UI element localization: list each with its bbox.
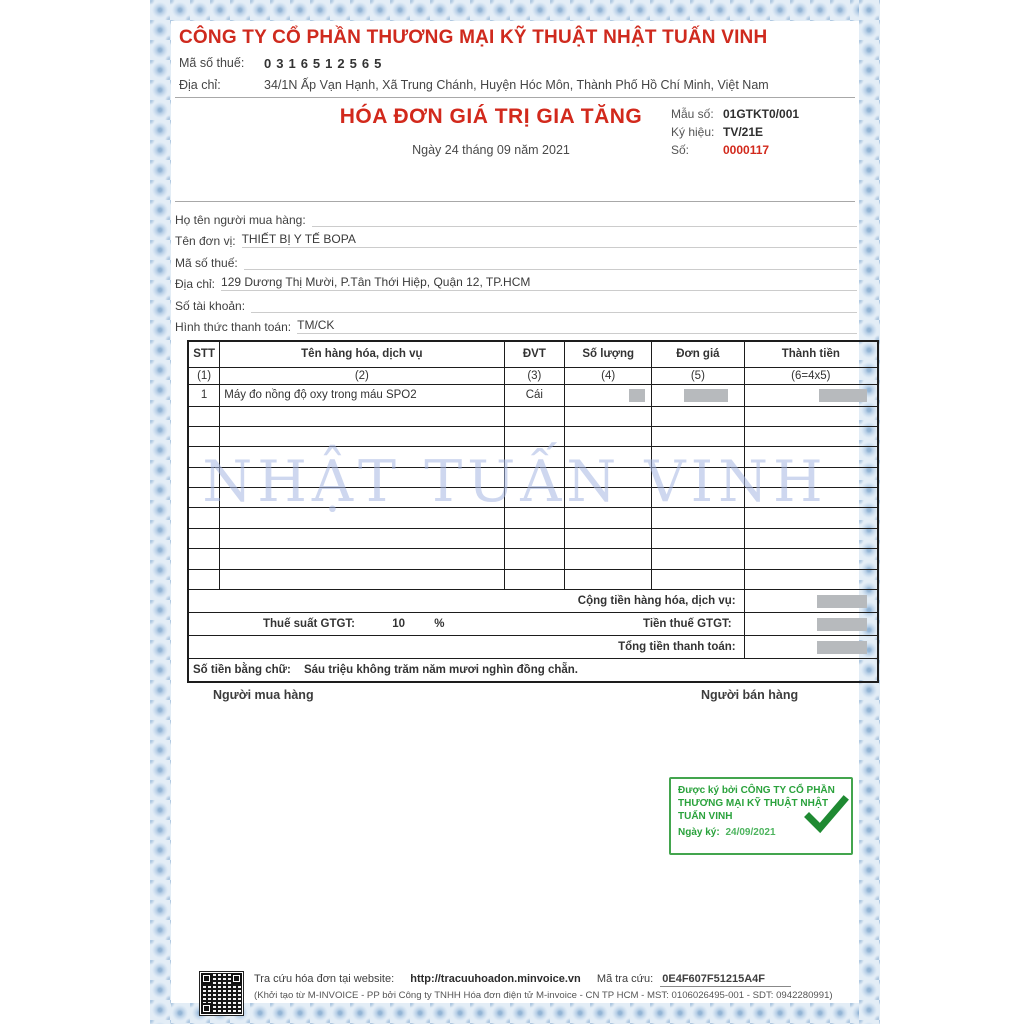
- tax-row: [188, 613, 878, 636]
- meta-number-row: [671, 143, 861, 157]
- col-header-name: Tên hàng hóa, dịch vụ: [220, 341, 504, 367]
- seller-tax-code: 0316512565: [264, 56, 387, 71]
- seller-address-row: [179, 78, 851, 92]
- buyer-name-label: Họ tên người mua hàng:: [175, 212, 306, 227]
- redaction-box: [684, 389, 728, 402]
- header-divider: [175, 97, 855, 98]
- sign-date-value: 24/09/2021: [725, 827, 776, 838]
- tax-rate-value: 10: [392, 618, 405, 631]
- lookup-label: Tra cứu hóa đơn tại website:: [254, 973, 395, 985]
- table-header-row: [188, 341, 878, 367]
- table-index-row: [188, 367, 878, 384]
- buyer-section: [175, 205, 857, 334]
- seller-tax-label: Mã số thuế:: [179, 56, 245, 70]
- buyer-payment-row: [175, 313, 857, 335]
- empty-row: [188, 549, 878, 569]
- index-cell-5: (5): [652, 367, 744, 384]
- redaction-box: [629, 389, 645, 402]
- provider-line: (Khởi tạo từ M-INVOICE - PP bởi Công ty TNHH Hóa đơn điện tử M-invoice - CN TP HCM - MST: 0106026495-001 - SDT: 0942280991): [254, 990, 833, 1001]
- grand-total-row: [188, 636, 878, 659]
- grand-total-label: Tổng tiền thanh toán:: [188, 636, 744, 659]
- item-unit: Cái: [504, 384, 565, 406]
- empty-row: [188, 406, 878, 426]
- buyer-company-label: Tên đơn vị:: [175, 234, 236, 248]
- buyer-tax-row: [175, 248, 857, 270]
- empty-row: [188, 426, 878, 446]
- lookup-code-label: Mã tra cứu:: [596, 973, 654, 985]
- redaction-box: [817, 595, 867, 608]
- tax-rate-label: Thuế suất GTGT:: [263, 618, 355, 631]
- item-stt: 1: [188, 384, 220, 406]
- lookup-line: [254, 973, 833, 985]
- buyer-account-row: [175, 291, 857, 313]
- amount-in-words-label: Số tiền bằng chữ:: [193, 663, 291, 676]
- seller-signature-label: Người bán hàng: [701, 688, 799, 702]
- seller-company-name: CÔNG TY CỔ PHẦN THƯƠNG MẠI KỸ THUẬT NHẬT TUẤN VINH: [179, 27, 768, 48]
- item-name: Máy đo nồng độ oxy trong máu SPO2: [220, 384, 504, 406]
- qr-code-icon: [199, 971, 244, 1016]
- tax-rate-group: [193, 618, 444, 630]
- empty-row: [188, 528, 878, 548]
- buyer-payment-value: TM/CK: [297, 318, 335, 332]
- subtotal-row: [188, 590, 878, 613]
- grand-total-redacted: [744, 636, 878, 659]
- lookup-url: http://tracuuhoadon.minvoice.vn: [410, 973, 581, 985]
- meta-serial-label: Ký hiệu:: [671, 125, 715, 139]
- footer: [199, 971, 859, 1016]
- qr-finder-topright: [231, 973, 242, 984]
- item-amount-redacted: [744, 384, 878, 406]
- subtotal-redacted: [744, 590, 878, 613]
- invoice-document: [150, 0, 880, 1024]
- company-watermark: NHẬT TUẤN VINH: [202, 449, 828, 515]
- meta-serial-value: TV/21E: [723, 125, 764, 139]
- digital-signature-box: [669, 777, 853, 855]
- redaction-box: [819, 389, 867, 402]
- buyer-account-label: Số tài khoản:: [175, 298, 246, 313]
- document-content: [171, 21, 859, 1003]
- qr-finder-bottomleft: [201, 1003, 212, 1014]
- seller-header: [179, 27, 851, 92]
- amount-in-words-row: [188, 659, 878, 682]
- items-table: [187, 340, 879, 683]
- sign-date-label: Ngày ký:: [678, 827, 720, 838]
- redaction-box: [817, 641, 867, 654]
- buyer-address-label: Địa chỉ:: [175, 277, 216, 291]
- meta-form-value: 01GTKT0/001: [723, 107, 800, 121]
- invoice-meta-block: [671, 107, 861, 161]
- item-price-redacted: [652, 384, 744, 406]
- col-header-amount: Thành tiền: [744, 341, 878, 367]
- empty-row: [188, 488, 878, 508]
- amount-in-words-value: Sáu triệu không trăm năm mươi nghìn đồng chẵn.: [303, 663, 578, 676]
- buyer-address-row: [175, 270, 857, 292]
- signature-checkmark-icon: [803, 795, 849, 835]
- buyer-signature-label: Người mua hàng: [213, 688, 314, 702]
- invoice-title: HÓA ĐƠN GIÁ TRỊ GIA TĂNG: [339, 105, 643, 128]
- buyer-section-divider: [175, 201, 855, 202]
- item-qty-redacted: [565, 384, 652, 406]
- decorative-border-top: [150, 0, 880, 21]
- meta-number-label: Số:: [671, 143, 690, 157]
- empty-row: [188, 447, 878, 467]
- decorative-border-left: [150, 0, 171, 1024]
- col-header-unit: ĐVT: [504, 341, 565, 367]
- index-cell-2: (2): [220, 367, 504, 384]
- subtotal-label: Cộng tiền hàng hóa, dịch vụ:: [188, 590, 744, 613]
- buyer-payment-label: Hình thức thanh toán:: [175, 320, 292, 334]
- lookup-code-value: 0E4F607F51215A4F: [660, 973, 791, 987]
- tax-rate-unit: %: [434, 618, 445, 631]
- meta-number-value: 0000117: [723, 143, 770, 157]
- meta-form-label: Mẫu số:: [671, 107, 714, 121]
- empty-row: [188, 508, 878, 528]
- seller-tax-row: [179, 56, 851, 71]
- col-header-qty: Số lượng: [565, 341, 652, 367]
- index-cell-4: (4): [565, 367, 652, 384]
- seller-address-label: Địa chỉ:: [179, 78, 221, 92]
- qr-finder-topleft: [201, 973, 212, 984]
- item-row: [188, 384, 878, 406]
- empty-row: [188, 569, 878, 589]
- redaction-box: [817, 618, 867, 631]
- footer-text: [254, 971, 833, 1016]
- invoice-date: Ngày 24 tháng 09 năm 2021: [412, 143, 570, 157]
- tax-amount-redacted: [744, 613, 878, 636]
- buyer-company-value: THIẾT BỊ Y TẾ BOPA: [241, 232, 356, 246]
- col-header-stt: STT: [188, 341, 220, 367]
- index-cell-1: (1): [188, 367, 220, 384]
- meta-form-row: [671, 107, 861, 121]
- buyer-address-value: 129 Dương Thị Mười, P.Tân Thới Hiệp, Quận 12, TP.HCM: [221, 275, 531, 289]
- meta-serial-row: [671, 125, 861, 139]
- tax-amount-label: Tiền thuế GTGT:: [643, 618, 732, 631]
- digital-signature-text: Được ký bởi CÔNG TY CỔ PHẦN THƯƠNG MẠI KỸ THUẬT NHẬT TUẤN VINH: [678, 785, 835, 822]
- buyer-company-row: [175, 227, 857, 249]
- col-header-price: Đơn giá: [652, 341, 744, 367]
- empty-row: [188, 467, 878, 487]
- index-cell-6: (6=4x5): [744, 367, 878, 384]
- buyer-name-row: [175, 205, 857, 227]
- index-cell-3: (3): [504, 367, 565, 384]
- buyer-tax-label: Mã số thuế:: [175, 255, 238, 270]
- seller-address-value: 34/1N Ấp Vạn Hạnh, Xã Trung Chánh, Huyện Hóc Môn, Thành Phố Hồ Chí Minh, Việt Nam: [264, 78, 769, 92]
